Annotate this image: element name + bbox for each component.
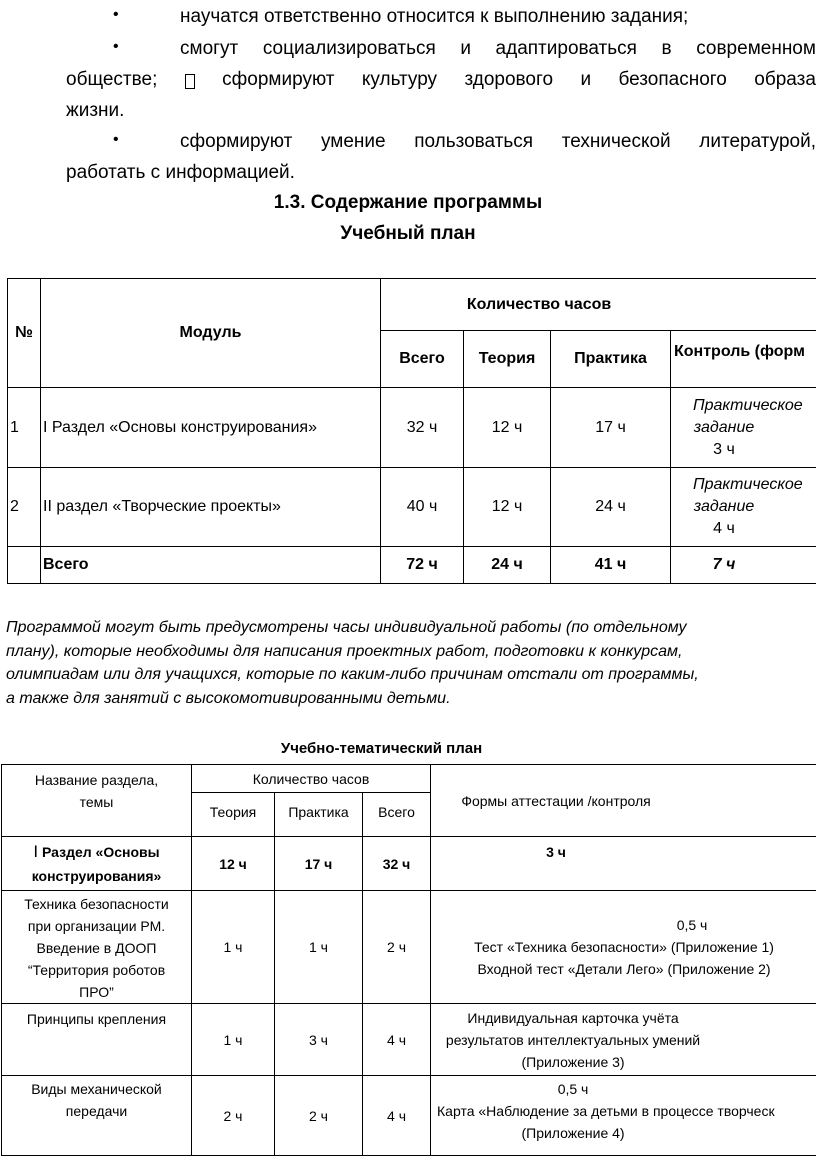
- thematic-title: Учебно-тематический план: [0, 740, 763, 757]
- col-header-module: Модуль: [41, 279, 381, 388]
- intro-line-1: научатся ответственно относится к выполнению задания;: [180, 5, 688, 29]
- section-title: 1.3. Содержание программы: [0, 192, 816, 214]
- table-row: 2 II раздел «Творческие проекты» 40 ч 12 ч 24 ч Практическое задание 4 ч: [8, 468, 816, 547]
- col-header-forms: Формы аттестации /контроля: [431, 765, 816, 837]
- missing-glyph-icon: [185, 74, 195, 89]
- table-row: 1 I Раздел «Основы конструирования» 32 ч 12 ч 17 ч Практическое задание 3 ч: [8, 388, 816, 468]
- table-totals-row: Всего 72 ч 24 ч 41 ч 7 ч: [8, 547, 816, 584]
- col-header-control: Контроль (форм: [671, 331, 816, 388]
- thematic-plan-table: [1, 764, 816, 1156]
- bullet: •: [113, 6, 119, 24]
- col-header-hours: Количество часов: [381, 279, 816, 331]
- intro-line-5: сформируют умение пользоваться технической литературой,: [180, 130, 816, 154]
- col-header-practice: Практика: [275, 793, 363, 837]
- col-header-theory: Теория: [464, 331, 551, 388]
- program-note: Программой могут быть предусмотрены часы индивидуальной работы (по отдельному плану), которые необходимы для написания проектных работ, подготовки к конкурсам, олимпиадам или для учащихся, которые по каким-либо причинам отстали от программы, а также для занятий с высокомотивированными детьми.: [6, 616, 816, 710]
- table-row: Виды механической передачи 2 ч 2 ч 4 ч 0,5 ч Карта «Наблюдение за детьми в процессе творческ (Приложение 4): [2, 1076, 816, 1156]
- table-header-row: Название раздела, темы Количество часов Формы аттестации /контроля: [2, 765, 816, 793]
- bullet: •: [113, 38, 119, 56]
- intro-line-2: смогут социализироваться и адаптироваться в современном: [180, 37, 816, 61]
- col-header-num: №: [8, 279, 41, 388]
- table-section-row: I Раздел «Основы конструирования» 12 ч 17 ч 32 ч 3 ч: [2, 837, 816, 891]
- bullet: •: [113, 131, 119, 149]
- col-header-total: Всего: [363, 793, 431, 837]
- intro-line-6: работать с информацией.: [66, 161, 295, 185]
- plan-title: Учебный план: [0, 223, 816, 245]
- col-header-practice: Практика: [551, 331, 671, 388]
- curriculum-table: [7, 278, 816, 584]
- table-header-row: [8, 279, 816, 331]
- col-header-theory: Теория: [192, 793, 275, 837]
- table-row: Принципы крепления 1 ч 3 ч 4 ч Индивидуальная карточка учёта результатов интеллектуальных умений (Приложение 3): [2, 1004, 816, 1076]
- intro-line-3: обществе; сформируют культуру здорового и безопасного образа: [66, 69, 816, 91]
- intro-line-4: жизни.: [66, 99, 124, 123]
- col-header-total: Всего: [381, 331, 464, 388]
- col-header-hours: Количество часов: [192, 765, 431, 793]
- table-row: Техника безопасности при организации РМ. Введение в ДООП “Территория роботов ПРО” 1 ч 1 ч 2 ч 0,5 ч Тест «Техника безопасности» (Приложение 1) Входной тест «Детали Лего» (Приложение 2): [2, 891, 816, 1004]
